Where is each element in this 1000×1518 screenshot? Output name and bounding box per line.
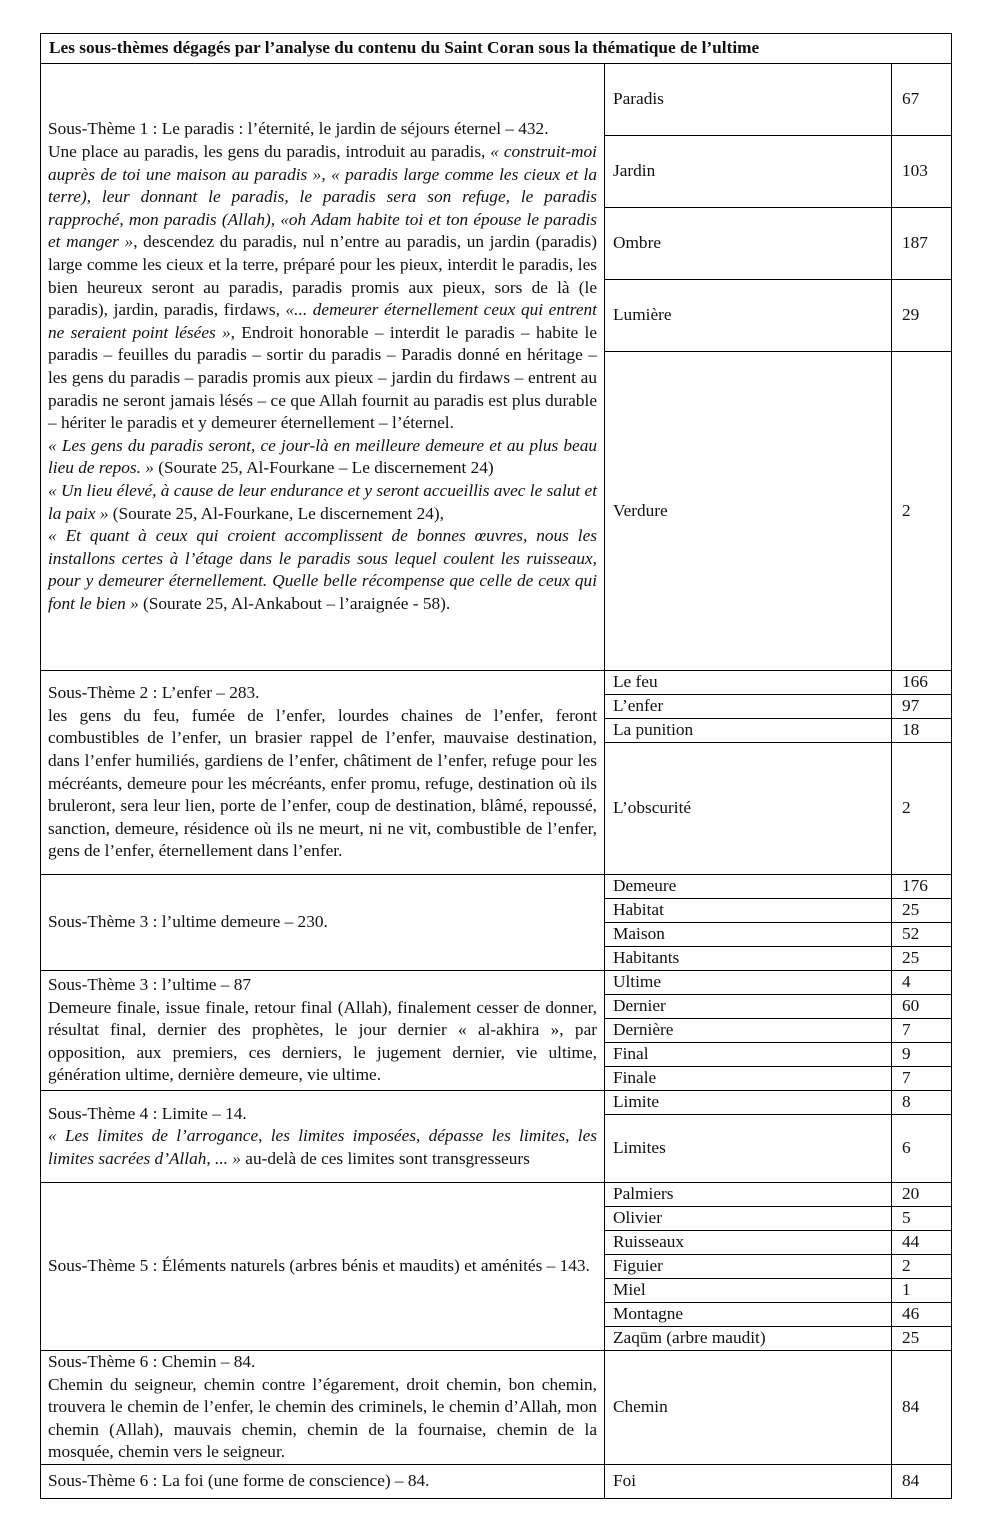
quote-text: « construit-moi auprès de toi une maison au paradis », « paradis large comme les cieux et la terre), leur donnant le paradis, le paradis sera son refuge, le paradis rapproché, mon paradis (Allah), «oh Adam habite toi et ton épouse le paradis et manger » [48, 142, 597, 252]
subtheme-description [41, 671, 605, 875]
subtheme-text [48, 1125, 597, 1170]
occurrence-count: 20 [892, 1183, 952, 1207]
category-label: Jardin [605, 136, 892, 208]
occurrence-count: 84 [892, 1351, 952, 1465]
table-title: Les sous-thèmes dégagés par l’analyse du contenu du Saint Coran sous la thématique de l’ultime [41, 34, 952, 64]
table-row [41, 1091, 952, 1115]
occurrence-count: 18 [892, 719, 952, 743]
body-text: , descendez du paradis, nul n’entre au paradis, un jardin (paradis) large comme les cieux et la terre, préparé pour les pieux, interdit le paradis, les bien heureux seront au paradis, paradis promis aux pieux, sors de là (le paradis), jardin, paradis, firdaws, [48, 232, 597, 320]
subtheme-text [48, 997, 597, 1087]
occurrence-count: 46 [892, 1303, 952, 1327]
occurrence-count: 25 [892, 899, 952, 923]
category-label: Chemin [605, 1351, 892, 1465]
occurrence-count: 7 [892, 1019, 952, 1043]
table-header-row [41, 34, 952, 64]
category-label: Olivier [605, 1207, 892, 1231]
occurrence-count: 4 [892, 971, 952, 995]
body-text: Chemin du seigneur, chemin contre l’égarement, droit chemin, bon chemin, trouvera le chemin de l’enfer, le chemin des criminels, le chemin d’Allah, mon chemin (Allah), mauvais chemin, chemin de la fournaise, chemin de la mosquée, chemin vers le seigneur. [48, 1374, 597, 1462]
subtheme-description [41, 1351, 605, 1465]
occurrence-count: 6 [892, 1115, 952, 1183]
table-row [41, 971, 952, 995]
quote-text: « [48, 435, 57, 455]
body-text: (Sourate 25, Al-Fourkane, Le discernement 24), [108, 503, 444, 523]
body-text: Demeure finale, issue finale, retour final (Allah), finalement cesser de donner, résultat final, dernier des prophètes, le jour dernier « al-akhira », par opposition, aux premiers, ces derniers, le jugement dernier, vie ultime, génération ultime, dernière demeure, vie ultime. [48, 997, 597, 1085]
category-label: Dernière [605, 1019, 892, 1043]
category-label: Le feu [605, 671, 892, 695]
subthemes-table [40, 33, 952, 1499]
subtheme-heading: Sous-Thème 2 : L’enfer – 283. [48, 683, 260, 703]
body-text: (Sourate 25, Al-Ankabout – l’araignée - 58). [138, 593, 451, 613]
table-row [41, 1183, 952, 1207]
quote-text: «... demeurer éternellement ceux qui entrent ne seraient point lésées » [48, 300, 597, 342]
category-label: Demeure [605, 875, 892, 899]
table-row [41, 875, 952, 899]
quote-text: Les gens du paradis seront, ce jour-là en meilleure demeure et au plus beau lieu de repos. » [48, 435, 597, 478]
category-label: Figuier [605, 1255, 892, 1279]
occurrence-count: 60 [892, 995, 952, 1019]
occurrence-count: 97 [892, 695, 952, 719]
occurrence-count: 187 [892, 208, 952, 280]
occurrence-count: 103 [892, 136, 952, 208]
subtheme-description [41, 1091, 605, 1183]
category-label: La punition [605, 719, 892, 743]
table-row [41, 671, 952, 695]
occurrence-count: 44 [892, 1231, 952, 1255]
category-label: Miel [605, 1279, 892, 1303]
quote-text: « Et quant à ceux qui croient accomplissent de bonnes œuvres, nous les installons certes à l’étage dans le paradis sous lequel coulent les ruisseaux, pour y demeurer éternellement. Quelle belle récompense que celle de ceux qui font le bien » [48, 526, 597, 613]
subtheme-text [48, 1374, 597, 1464]
subtheme-heading: Sous-Thème 3 : l’ultime demeure – 230. [48, 912, 328, 932]
subtheme-text [48, 141, 597, 615]
occurrence-count: 2 [892, 1255, 952, 1279]
body-text: , Endroit honorable – interdit le paradis – habite le paradis – feuilles du paradis – sortir du paradis – Paradis donné en héritage – les gens du paradis – paradis promis aux pieux – jardin du firdaws – entrent au paradis ne seront jamais lésés – ce que Allah fournit au paradis est plus durable – hériter le paradis et y demeurer éternellement – l’éternel. [48, 322, 597, 433]
subtheme-description [41, 971, 605, 1091]
occurrence-count: 166 [892, 671, 952, 695]
subtheme-description [41, 1464, 605, 1498]
occurrence-count: 176 [892, 875, 952, 899]
category-label: Limites [605, 1115, 892, 1183]
category-label: Finale [605, 1067, 892, 1091]
occurrence-count: 7 [892, 1067, 952, 1091]
category-label: Ultime [605, 971, 892, 995]
occurrence-count: 9 [892, 1043, 952, 1067]
table-row [41, 64, 952, 136]
subtheme-text [48, 705, 597, 863]
occurrence-count: 2 [892, 352, 952, 671]
subtheme-heading: Sous-Thème 6 : La foi (une forme de conscience) – 84. [48, 1471, 430, 1491]
occurrence-count: 29 [892, 280, 952, 352]
category-label: Montagne [605, 1303, 892, 1327]
subtheme-description [41, 875, 605, 971]
category-label: Ruisseaux [605, 1231, 892, 1255]
category-label: Foi [605, 1464, 892, 1498]
category-label: L’enfer [605, 695, 892, 719]
document-page [40, 33, 951, 1499]
quote-text: « Un lieu élevé, à cause de leur endurance et y seront accueillis avec le salut et la paix » [48, 480, 597, 523]
body-text: (Sourate 25, Al-Fourkane – Le discernement 24) [153, 458, 494, 478]
occurrence-count: 52 [892, 923, 952, 947]
subtheme-description [41, 1183, 605, 1351]
body-text: au-delà de ces limites sont transgresseurs [240, 1148, 530, 1168]
table-body [41, 34, 952, 1499]
category-label: Ombre [605, 208, 892, 280]
occurrence-count: 84 [892, 1464, 952, 1498]
category-label: L’obscurité [605, 743, 892, 875]
category-label: Final [605, 1043, 892, 1067]
category-label: Maison [605, 923, 892, 947]
category-label: Lumière [605, 280, 892, 352]
occurrence-count: 67 [892, 64, 952, 136]
occurrence-count: 2 [892, 743, 952, 875]
occurrence-count: 1 [892, 1279, 952, 1303]
subtheme-heading: Sous-Thème 6 : Chemin – 84. [48, 1352, 256, 1371]
table-row [41, 1351, 952, 1465]
subtheme-heading: Sous-Thème 3 : l’ultime – 87 [48, 975, 252, 995]
subtheme-heading: Sous-Thème 5 : Éléments naturels (arbres bénis et maudits) et aménités – 143. [48, 1256, 590, 1276]
category-label: Dernier [605, 995, 892, 1019]
category-label: Zaqūm (arbre maudit) [605, 1327, 892, 1351]
subtheme-description [41, 64, 605, 671]
subtheme-heading: Sous-Thème 1 : Le paradis : l’éternité, le jardin de séjours éternel – 432. [48, 119, 549, 139]
occurrence-count: 25 [892, 1327, 952, 1351]
body-text: Une place au paradis, les gens du paradis, introduit au paradis, [48, 142, 491, 162]
category-label: Habitat [605, 899, 892, 923]
category-label: Limite [605, 1091, 892, 1115]
occurrence-count: 25 [892, 947, 952, 971]
quote-text: « Les limites de l’arrogance, les limites imposées, dépasse les limites, les limites sacrées d’Allah, ... » [48, 1126, 597, 1168]
subtheme-heading: Sous-Thème 4 : Limite – 14. [48, 1103, 247, 1123]
body-text: les gens du feu, fumée de l’enfer, lourdes chaines de l’enfer, feront combustibles de l’enfer, un brasier rappel de l’enfer, mauvaise destination, dans l’enfer humiliés, gardiens de l’enfer, châtiment de l’enfer, refuge pour les mécréants, demeure pour les mécréants, enfer promu, refuge, destination où ils bruleront, sera leur lien, porte de l’enfer, coup de destination, blâmé, repoussé, sanction, demeure, résidence où ils ne meurt, ni ne vit, combustible de l’enfer, gens de l’enfer, éternellement dans l’enfer. [48, 705, 597, 861]
category-label: Paradis [605, 64, 892, 136]
table-row [41, 1464, 952, 1498]
category-label: Palmiers [605, 1183, 892, 1207]
category-label: Verdure [605, 352, 892, 671]
occurrence-count: 5 [892, 1207, 952, 1231]
category-label: Habitants [605, 947, 892, 971]
occurrence-count: 8 [892, 1091, 952, 1115]
